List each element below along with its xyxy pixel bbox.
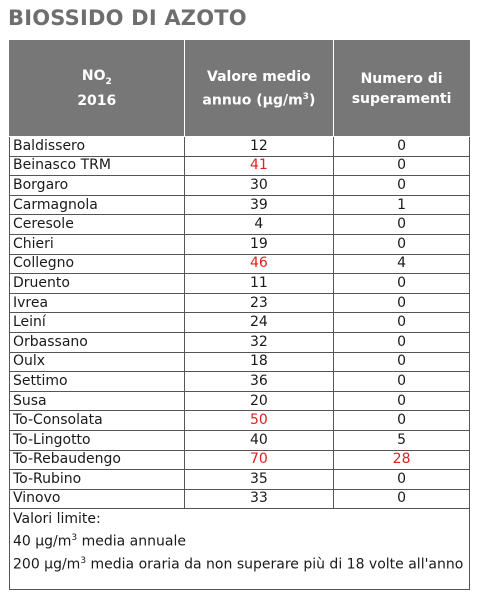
station-name: Ceresole — [10, 215, 185, 235]
table-row — [10, 450, 470, 470]
station-name: To-Rebaudengo — [10, 450, 185, 470]
header-pollutant-year: $NO_2$ 2016 — [10, 41, 185, 137]
station-name: To-Lingotto — [10, 430, 185, 450]
valore-medio-cell: 30 — [184, 176, 334, 196]
superamenti-cell: 0 — [334, 156, 470, 176]
station-name: Beinasco TRM — [10, 156, 185, 176]
table-row — [10, 156, 470, 176]
no2-table — [9, 40, 470, 590]
table-row — [10, 411, 470, 431]
valore-medio-cell: 33 — [184, 489, 334, 509]
station-name: Oulx — [10, 352, 185, 372]
table-row — [10, 313, 470, 333]
superamenti-cell: 0 — [334, 489, 470, 509]
header-valore-medio: Valore medio annuo $(\mu g/m^3)$ — [184, 41, 334, 137]
valore-medio-cell: 19 — [184, 234, 334, 254]
valore-medio-cell: 18 — [184, 352, 334, 372]
station-name: Settimo — [10, 372, 185, 392]
table-row — [10, 332, 470, 352]
superamenti-cell: 1 — [334, 195, 470, 215]
station-name: Borgaro — [10, 176, 185, 196]
superamenti-cell: 0 — [334, 293, 470, 313]
station-name: Chieri — [10, 234, 185, 254]
valore-medio-cell: 70 — [184, 450, 334, 470]
footer-row — [10, 509, 470, 590]
table-row — [10, 274, 470, 294]
superamenti-cell: 4 — [334, 254, 470, 274]
superamenti-cell: 0 — [334, 137, 470, 157]
station-name: To-Consolata — [10, 411, 185, 431]
valore-medio-cell: 24 — [184, 313, 334, 333]
superamenti-cell: 0 — [334, 372, 470, 392]
header-superamenti: Numero di superamenti — [334, 41, 470, 137]
valore-medio-cell: 46 — [184, 254, 334, 274]
superamenti-cell: 5 — [334, 430, 470, 450]
table-row — [10, 489, 470, 509]
superamenti-cell: 0 — [334, 215, 470, 235]
valore-medio-cell: 32 — [184, 332, 334, 352]
table-row — [10, 137, 470, 157]
valore-medio-cell: 12 — [184, 137, 334, 157]
table-row — [10, 234, 470, 254]
superamenti-cell: 0 — [334, 470, 470, 490]
table-row — [10, 430, 470, 450]
table-body — [10, 137, 470, 509]
valore-medio-cell: 50 — [184, 411, 334, 431]
superamenti-cell: 0 — [334, 391, 470, 411]
station-name: Baldissero — [10, 137, 185, 157]
superamenti-cell: 0 — [334, 332, 470, 352]
table-row — [10, 215, 470, 235]
table-row — [10, 176, 470, 196]
valore-medio-cell: 4 — [184, 215, 334, 235]
table-row — [10, 470, 470, 490]
valore-medio-cell: 36 — [184, 372, 334, 392]
superamenti-cell: 0 — [334, 234, 470, 254]
valore-medio-cell: 11 — [184, 274, 334, 294]
valore-medio-cell: 20 — [184, 391, 334, 411]
station-name: Collegno — [10, 254, 185, 274]
table-row — [10, 195, 470, 215]
superamenti-cell: 0 — [334, 352, 470, 372]
superamenti-cell: 0 — [334, 274, 470, 294]
valore-medio-cell: 40 — [184, 430, 334, 450]
station-name: Vinovo — [10, 489, 185, 509]
station-name: Druento — [10, 274, 185, 294]
station-name: To-Rubino — [10, 470, 185, 490]
station-name: Carmagnola — [10, 195, 185, 215]
superamenti-cell: 0 — [334, 411, 470, 431]
table-row — [10, 293, 470, 313]
station-name: Ivrea — [10, 293, 185, 313]
station-name: Susa — [10, 391, 185, 411]
limit-values-note: Valori limite: 40 $\mu g/m^3$ media annuale 200 $\mu g/m^3$ media oraria da non superare più di 18 volte all'anno — [10, 509, 470, 590]
valore-medio-cell: 41 — [184, 156, 334, 176]
table-row — [10, 372, 470, 392]
superamenti-cell: 28 — [334, 450, 470, 470]
superamenti-cell: 0 — [334, 176, 470, 196]
station-name: Orbassano — [10, 332, 185, 352]
valore-medio-cell: 39 — [184, 195, 334, 215]
superamenti-cell: 0 — [334, 313, 470, 333]
table-row — [10, 254, 470, 274]
station-name: Leiní — [10, 313, 185, 333]
table-row — [10, 391, 470, 411]
valore-medio-cell: 23 — [184, 293, 334, 313]
page-title: BIOSSIDO DI AZOTO — [8, 6, 247, 30]
table-header-row — [10, 41, 470, 137]
valore-medio-cell: 35 — [184, 470, 334, 490]
table-row — [10, 352, 470, 372]
